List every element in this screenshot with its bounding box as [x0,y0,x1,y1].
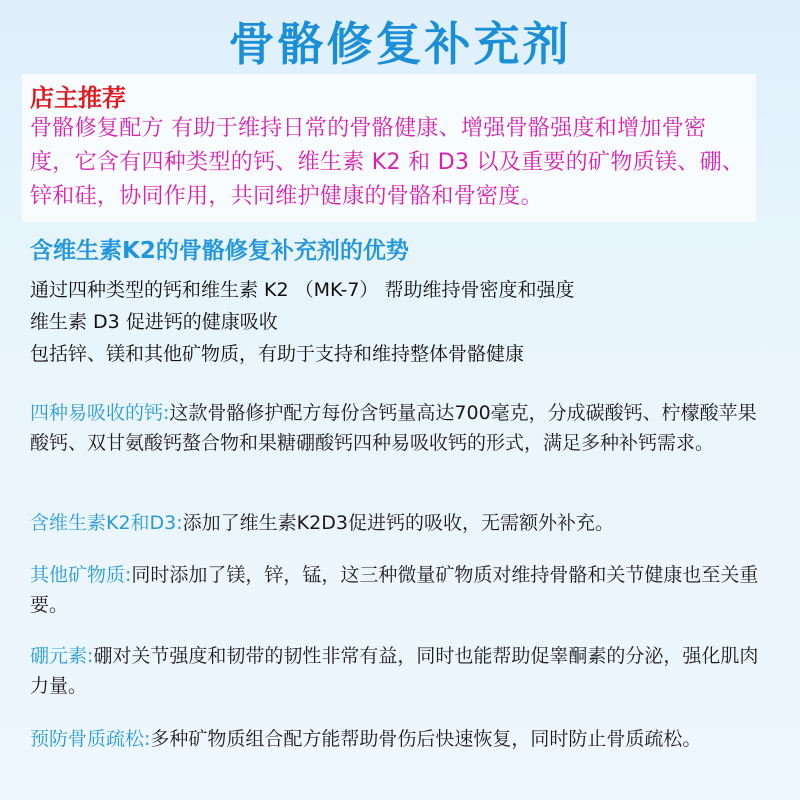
section-calcium [30,398,775,458]
section-label: 预防骨质疏松: [30,728,151,750]
section-text: 多种矿物质组合配方能帮助骨伤后快速恢复，同时防止骨质疏松。 [150,728,702,750]
section-label: 含维生素K2和D3: [30,512,183,534]
section-label: 硼元素: [30,645,94,667]
advantage-item: 包括锌、镁和其他矿物质，有助于支持和维持整体骨骼健康 [30,343,525,365]
section-text: 同时添加了镁，锌，锰，这三种微量矿物质对维持骨骼和关节健康也至关重要。 [30,564,759,616]
recommendation-heading: 店主推荐 [30,84,126,112]
section-label: 四种易吸收的钙: [30,402,170,424]
section-osteoporosis [30,724,775,754]
section-boron [30,641,775,701]
section-minerals [30,560,775,620]
recommendation-text: 骨骼修复配方 有助于维持日常的骨骼健康、增强骨骼强度和增加骨密度，它含有四种类型的钙、维生素 K2 和 D3 以及重要的矿物质镁、硼、锌和硅，协同作用，共同维护健康的骨骼和骨密度。 [30,116,745,209]
advantages-list [30,274,770,370]
section-text: 添加了维生素K2D3促进钙的吸收，无需额外补充。 [182,512,614,534]
section-text: 硼对关节强度和韧带的韧性非常有益，同时也能帮助促睾酮素的分泌，强化肌肉力量。 [30,645,759,697]
section-text: 这款骨骼修护配方每份含钙量高达700毫克，分成碳酸钙、柠檬酸苹果酸钙、双甘氨酸钙螯合物和果糖硼酸钙四种易吸收钙的形式，满足多种补钙需求。 [30,402,757,454]
advantage-item: 维生素 D3 促进钙的健康吸收 [30,311,278,333]
advantage-item: 通过四种类型的钙和维生素 K2 （MK-7） 帮助维持骨密度和强度 [30,279,575,301]
section-label: 其他矿物质: [30,564,132,586]
page-title: 骨骼修复补充剂 [228,17,572,71]
advantages-heading: 含维生素K2的骨骼修复补充剂的优势 [30,238,409,264]
section-k2-d3 [30,508,775,538]
